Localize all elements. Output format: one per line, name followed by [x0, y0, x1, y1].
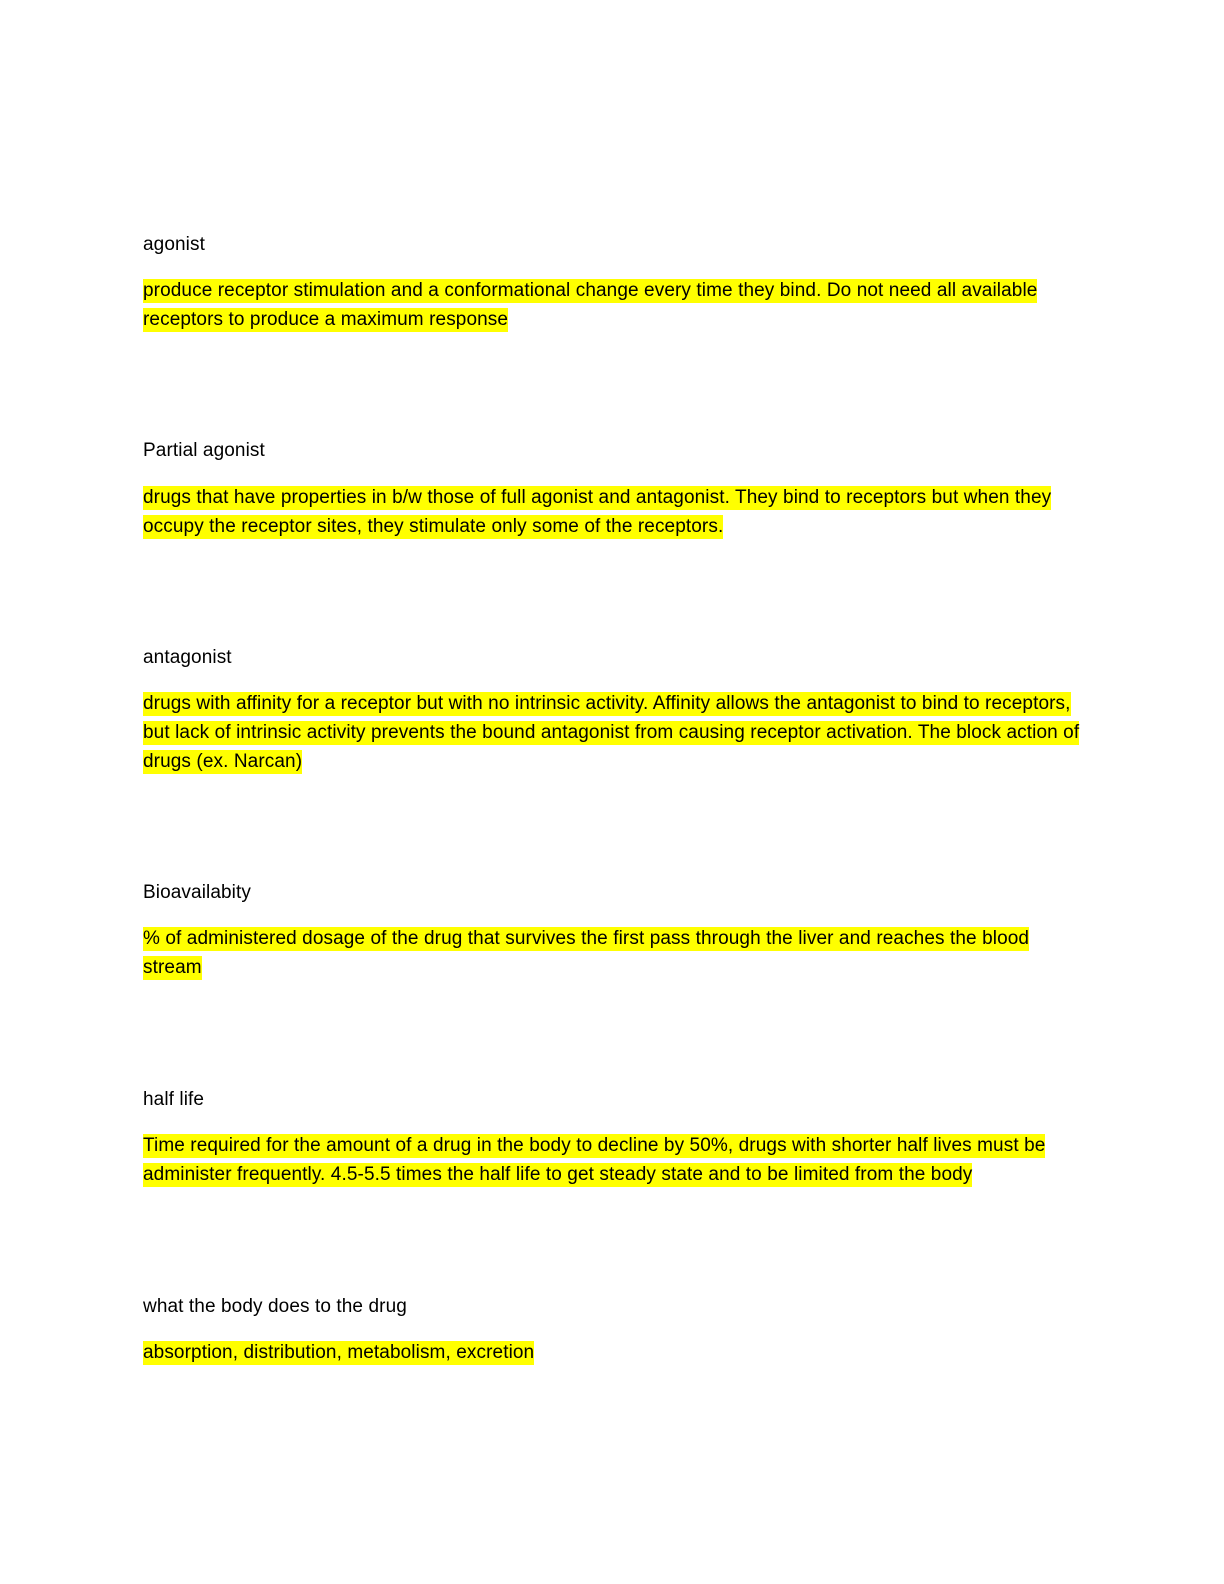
highlighted-definition: % of administered dosage of the drug that survives the first pass through the liver and reaches the blood stream [143, 928, 1030, 978]
definition-text [143, 483, 1083, 541]
term-heading: what the body does to the drug [143, 1296, 407, 1317]
definition-text [143, 276, 1083, 334]
highlighted-definition: produce receptor stimulation and a conformational change every time they bind. Do not need all available receptors to produce a maximum response [143, 280, 1038, 330]
term-heading: Partial agonist [143, 440, 265, 461]
definition-text [143, 924, 1083, 982]
definition-text [143, 1338, 1083, 1367]
term-heading: agonist [143, 234, 205, 255]
highlighted-definition: drugs that have properties in b/w those of full agonist and antagonist. They bind to receptors but when they occupy the receptor sites, they stimulate only some of the receptors. [143, 487, 1052, 537]
term-heading: antagonist [143, 647, 232, 668]
definition-text [143, 689, 1083, 776]
term-heading: Bioavailabity [143, 882, 251, 903]
highlighted-definition: absorption, distribution, metabolism, excretion [143, 1342, 535, 1363]
highlighted-definition: drugs with affinity for a receptor but with no intrinsic activity. Affinity allows the antagonist to bind to receptors, but lack of intrinsic activity prevents the bound antagonist from causing receptor activation. The block action of drugs (ex. Narcan) [143, 693, 1080, 772]
definition-text [143, 1131, 1083, 1189]
highlighted-definition: Time required for the amount of a drug in the body to decline by 50%, drugs with shorter half lives must be administer frequently. 4.5-5.5 times the half life to get steady state and to be limited from the body [143, 1135, 1046, 1185]
term-heading: half life [143, 1089, 205, 1110]
